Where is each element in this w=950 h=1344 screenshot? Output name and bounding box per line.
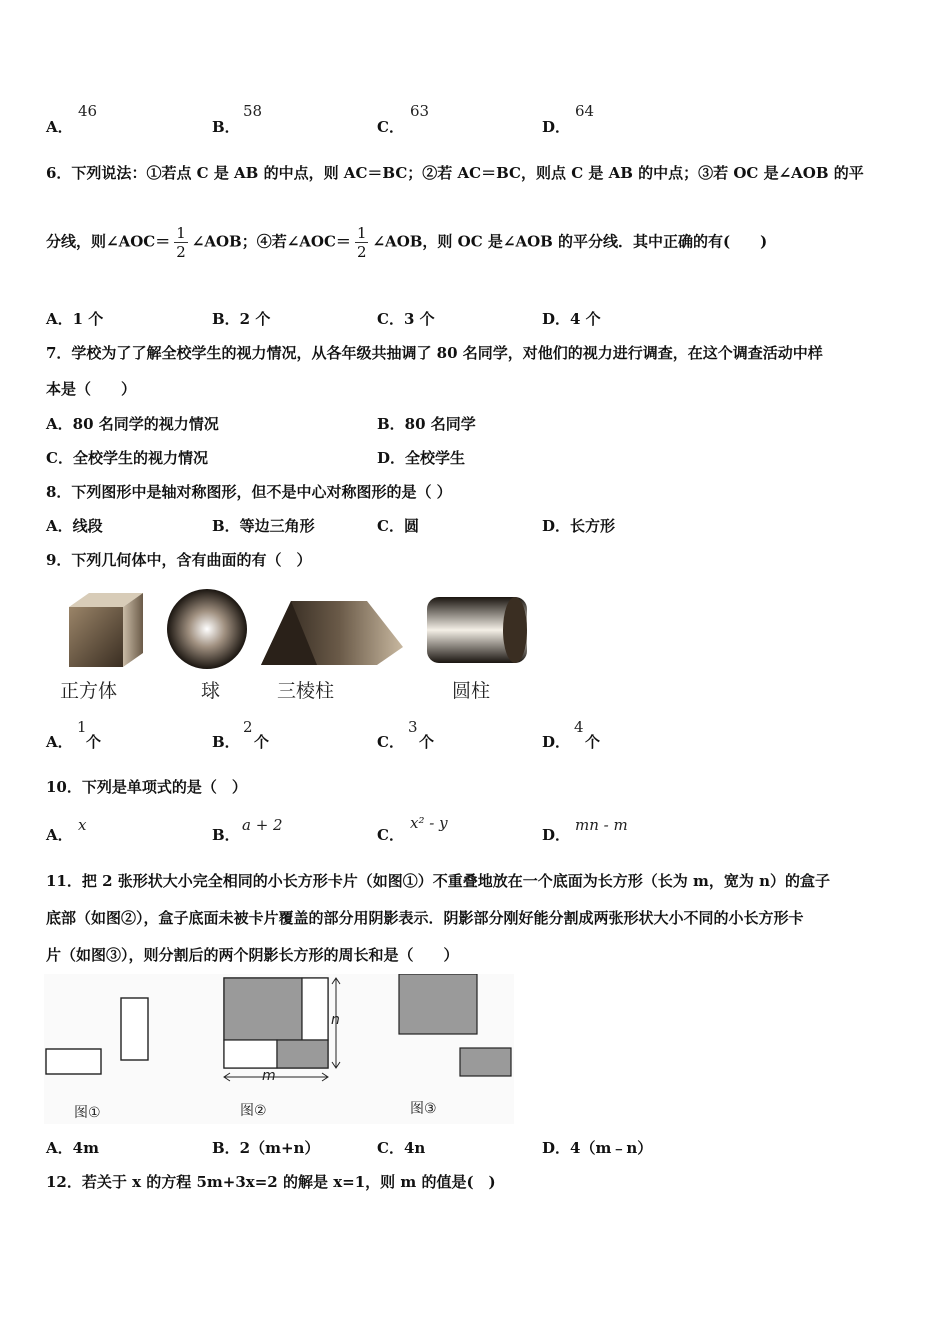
fig2-dim-m: m [262, 1068, 276, 1084]
q9-option-a-unit: 个 [86, 733, 102, 751]
q11-figure [44, 974, 514, 1124]
fig2-label: 图② [240, 1103, 267, 1119]
q10-option-a-letter: A． [46, 826, 73, 844]
q6-line-2-part-a: 分线，则∠AOC＝ [46, 232, 171, 251]
q6-line-1: 6．下列说法：①若点 C 是 AB 的中点，则 AC＝BC；②若 AC＝BC，则点 C 是 AB 的中点；③若 OC 是∠AOB 的平 [46, 164, 864, 182]
q10-text: 10．下列是单项式的是（ ） [46, 778, 247, 796]
q8-option-d: D．长方形 [542, 517, 616, 535]
q12-text: 12．若关于 x 的方程 5m+3x=2 的解是 x=1，则 m 的值是( ) [46, 1173, 496, 1191]
q5-option-c-letter: C． [377, 118, 404, 136]
q6-fraction-2 [355, 224, 369, 261]
q6-fraction-1-den: 2 [176, 243, 186, 261]
q6-fraction-1-num: 1 [176, 224, 186, 242]
q9-option-c-letter: C． [377, 733, 404, 751]
q7-option-c: C．全校学生的视力情况 [46, 449, 208, 467]
q7-option-a: A．80 名同学的视力情况 [46, 415, 219, 433]
q5-option-a-value: 46 [78, 102, 98, 120]
fig2-dim-n: n [331, 1012, 340, 1028]
q5-option-b-value: 58 [243, 102, 263, 120]
fig2-box [224, 978, 340, 1081]
q9-option-b-unit: 个 [254, 733, 270, 751]
q6-fraction-1 [174, 224, 188, 261]
q9-shape-label-sphere: 球 [201, 680, 221, 702]
q5-option-b-letter: B． [212, 118, 240, 136]
q6-line-2-part-c: ∠AOB，则 OC 是∠AOB 的平分线．其中正确的有( ) [372, 232, 768, 251]
q10-option-d-expr: mn - m [575, 816, 628, 834]
q10-option-c-expr: x² - y [410, 814, 448, 832]
q11-line-3: 片（如图③），则分割后的两个阴影长方形的周长和是（ ） [46, 946, 459, 964]
q9-solids-figure [55, 585, 550, 673]
q6-fraction-2-den: 2 [356, 243, 367, 261]
q6-option-c: C．3 个 [377, 310, 435, 328]
q9-option-c-unit: 个 [419, 733, 435, 751]
q9-shape-label-cube: 正方体 [60, 680, 118, 702]
q6-line-2 [46, 224, 767, 261]
fig1-label: 图① [74, 1105, 101, 1121]
q10-option-b-letter: B． [212, 826, 240, 844]
q10-option-a-expr: x [78, 816, 87, 834]
q9-option-a-letter: A． [46, 733, 73, 751]
sphere-shape [167, 589, 247, 669]
q5-option-d-value: 64 [575, 102, 595, 120]
q6-option-b: B．2 个 [212, 310, 271, 328]
q5-option-a-letter: A． [46, 118, 73, 136]
q11-option-c: C．4n [377, 1139, 426, 1157]
q9-option-d-letter: D． [542, 733, 571, 751]
q6-option-d: D．4 个 [542, 310, 601, 328]
q6-fraction-2-num: 1 [356, 224, 367, 242]
q6-line-2-part-b: ∠AOB；④若∠AOC＝ [191, 232, 351, 251]
fig3-label: 图③ [410, 1101, 437, 1117]
q7-option-d: D．全校学生 [377, 449, 466, 467]
q7-line-1: 7．学校为了了解全校学生的视力情况，从各年级共抽调了 80 名同学，对他们的视力进行调查，在这个调查活动中样 [46, 344, 823, 362]
q8-text: 8．下列图形中是轴对称图形，但不是中心对称图形的是（ ） [46, 483, 452, 501]
q11-line-1: 11．把 2 张形状大小完全相同的小长方形卡片（如图①）不重叠地放在一个底面为长方形（长为 m，宽为 n）的盒子 [46, 872, 830, 890]
q9-option-c-num: 3 [408, 718, 418, 736]
q8-option-a: A．线段 [46, 517, 103, 535]
q7-option-b: B．80 名同学 [377, 415, 476, 433]
q9-option-a-num: 1 [77, 718, 87, 736]
cube-shape [69, 593, 143, 667]
q9-option-b-num: 2 [243, 718, 253, 736]
q9-option-b-letter: B． [212, 733, 240, 751]
q5-option-c-value: 63 [410, 102, 430, 120]
q6-option-a: A．1 个 [46, 310, 104, 328]
q11-option-a: A．4m [46, 1139, 99, 1157]
q9-shape-label-cylinder: 圆柱 [452, 680, 491, 702]
cylinder-shape [427, 597, 527, 663]
q9-option-d-num: 4 [574, 718, 584, 736]
q5-option-d-letter: D． [542, 118, 571, 136]
q8-option-c: C．圆 [377, 517, 419, 535]
q10-option-b-expr: a + 2 [242, 816, 283, 834]
q9-shape-label-prism: 三棱柱 [277, 680, 335, 702]
q7-line-2: 本是（ ） [46, 380, 137, 398]
q9-option-d-unit: 个 [585, 733, 601, 751]
q11-line-2: 底部（如图②），盒子底面未被卡片覆盖的部分用阴影表示．阴影部分刚好能分割成两张形状大小不同的小长方形卡 [46, 909, 804, 927]
q11-option-d: D．4（m﹣n） [542, 1139, 653, 1157]
q11-option-b: B．2（m+n） [212, 1139, 320, 1157]
triangular-prism-shape [261, 601, 403, 665]
q9-text: 9．下列几何体中，含有曲面的有（ ） [46, 551, 312, 569]
q10-option-d-letter: D． [542, 826, 571, 844]
q10-option-c-letter: C． [377, 826, 404, 844]
q8-option-b: B．等边三角形 [212, 517, 315, 535]
